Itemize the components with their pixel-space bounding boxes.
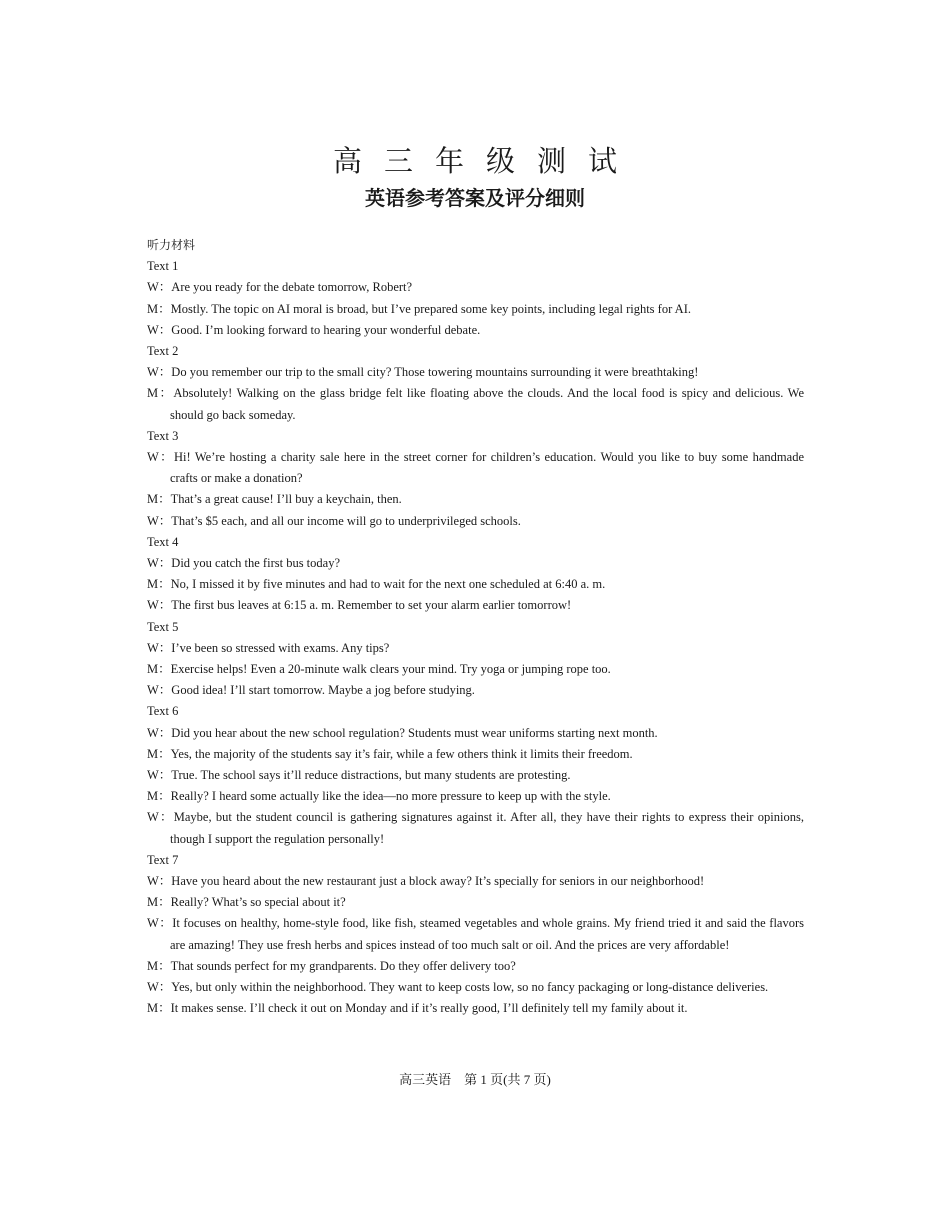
section-title: 听力材料 — [147, 238, 196, 252]
dialogue-line: W：I’ve been so stressed with exams. Any tips? — [147, 640, 390, 655]
dialogue-line: M：Really? What’s so special about it? — [147, 895, 346, 910]
text-label: Text 4 — [147, 534, 179, 549]
dialogue-block — [147, 617, 804, 702]
page-footer: 高三英语 第 1 页(共 7 页) — [399, 1072, 551, 1087]
text-label: Text 6 — [147, 704, 179, 719]
dialogue-line: W：The first bus leaves at 6:15 a. m. Remember to set your alarm earlier tomorrow! — [147, 598, 572, 613]
dialogue-line: W：Maybe, but the student council is gathering signatures against it. After all, they have their rights to express their opinions, though I support the regulation personally! — [147, 810, 804, 846]
listening-material — [147, 235, 804, 1019]
dialogue-line: W：Good idea! I’ll start tomorrow. Maybe a jog before studying. — [147, 683, 475, 698]
dialogue-line: W：Did you hear about the new school regulation? Students must wear uniforms starting next month. — [147, 725, 658, 740]
dialogue-block — [147, 701, 804, 849]
dialogue-line: W：Do you remember our trip to the small city? Those towering mountains surrounding it were breathtaking! — [147, 365, 699, 380]
dialogue-line: M：It makes sense. I’ll check it out on Monday and if it’s really good, I’ll definitely tell my family about it. — [147, 1001, 688, 1016]
dialogue-list — [147, 256, 804, 1019]
dialogue-line: M：Mostly. The topic on AI moral is broad, but I’ve prepared some key points, including legal rights for AI. — [147, 301, 692, 316]
dialogue-block — [147, 850, 804, 1020]
text-label: Text 3 — [147, 428, 179, 443]
dialogue-line: M：No, I missed it by five minutes and had to wait for the next one scheduled at 6:40 a. m. — [147, 577, 606, 592]
text-label: Text 5 — [147, 619, 179, 634]
dialogue-block — [147, 532, 804, 617]
dialogue-line: W：Did you catch the first bus today? — [147, 555, 341, 570]
page-subtitle: 英语参考答案及评分细则 — [365, 186, 585, 210]
text-label: Text 1 — [147, 259, 179, 274]
dialogue-block — [147, 341, 804, 426]
text-label: Text 7 — [147, 852, 179, 867]
dialogue-line: W：It focuses on healthy, home-style food, like fish, steamed vegetables and whole grains. My friend tried it and said the flavors are amazing! They use fresh herbs and spices instead of too much salt or oil. And the prices are very affordable! — [147, 916, 804, 952]
dialogue-line: W：Are you ready for the debate tomorrow, Robert? — [147, 280, 413, 295]
dialogue-line: M：Absolutely! Walking on the glass bridge felt like floating above the clouds. And the local food is spicy and delicious. We should go back someday. — [147, 386, 804, 422]
page-title: 高三年级测试 — [332, 144, 639, 178]
dialogue-line: M：That sounds perfect for my grandparents. Do they offer delivery too? — [147, 958, 516, 973]
text-label: Text 2 — [147, 343, 179, 358]
dialogue-line: W：Hi! We’re hosting a charity sale here in the street corner for children’s education. Would you like to buy some handmade crafts or make a donation? — [147, 449, 804, 486]
dialogue-line: W：True. The school says it’ll reduce distractions, but many students are protesting. — [147, 767, 571, 782]
dialogue-block — [147, 256, 804, 341]
dialogue-line: W：Yes, but only within the neighborhood. They want to keep costs low, so no fancy packaging or long-distance deliveries. — [147, 979, 769, 994]
dialogue-line: M：Really? I heard some actually like the idea—no more pressure to keep up with the style. — [147, 789, 611, 804]
dialogue-block — [147, 426, 804, 532]
dialogue-line: W：Good. I’m looking forward to hearing your wonderful debate. — [147, 322, 481, 337]
dialogue-line: M：Exercise helps! Even a 20-minute walk clears your mind. Try yoga or jumping rope too. — [147, 661, 611, 676]
dialogue-line: W：That’s $5 each, and all our income will go to underprivileged schools. — [147, 513, 521, 528]
dialogue-line: W：Have you heard about the new restaurant just a block away? It’s specially for seniors in our neighborhood! — [147, 873, 705, 888]
dialogue-line: M：That’s a great cause! I’ll buy a keychain, then. — [147, 492, 402, 507]
dialogue-line: M：Yes, the majority of the students say it’s fair, while a few others think it limits their freedom. — [147, 746, 633, 761]
